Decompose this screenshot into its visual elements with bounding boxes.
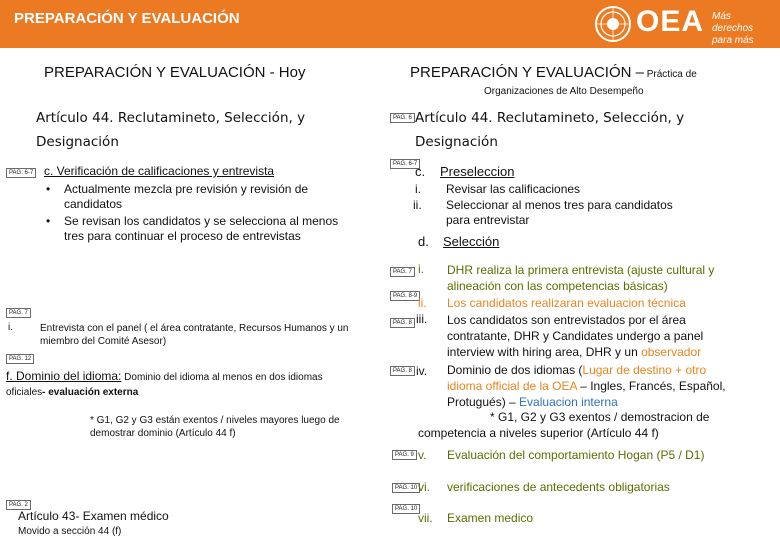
left-article-rest: . Reclutamineto, Selección, y [109, 110, 306, 126]
right-d-letter: d. [418, 234, 429, 249]
page-ref-tag: PAG. 8 [390, 318, 415, 328]
right-article-prefix: Artículo 44 [415, 110, 489, 126]
page-ref-tag: PAG. 12 [6, 354, 34, 364]
right-d-iii-observer: observador [637, 345, 702, 359]
left-section-f-line2-b: - evaluación externa [42, 387, 139, 398]
oas-seal-icon [594, 5, 632, 43]
right-d-vi: verificaciones de antecedents obligatorias [447, 480, 670, 494]
left-art43-sub: Movido a sección 44 (f) [18, 526, 122, 537]
left-heading: PREPARACIÓN Y EVALUACIÓN - Hoy [44, 64, 306, 81]
right-d-iv-line2-b: – Ingles, Francés, Español, [576, 379, 726, 393]
right-d-ii-num: ii. [418, 296, 427, 310]
page-ref-tag: PAG. 2 [6, 500, 31, 510]
right-d-i-line2: alineación con las competencias básicas) [447, 279, 668, 293]
right-d-i-line1: DHR realiza la primera entrevista (ajuste cultural y [447, 263, 715, 277]
right-d-iv-internal-eval: Evaluacion interna [519, 395, 618, 409]
left-note-line2: demostrar dominio (Artículo 44 f) [90, 428, 236, 439]
right-d-i [447, 262, 714, 294]
page-ref-tag: PAG. 8-9 [390, 291, 420, 301]
left-bullet-1 [64, 182, 308, 212]
page-ref-tag: PAG. 9 [392, 450, 417, 460]
right-d-vii-num: vii. [418, 511, 433, 525]
left-item-i-num: i. [8, 322, 13, 333]
oea-tagline-line2: para más gente [712, 35, 754, 58]
oea-logo [594, 1, 774, 58]
page-ref-tag: PAG. 10 [392, 504, 420, 514]
right-d-ii: Los candidatos realizaran evaluacion técnica [447, 296, 686, 310]
right-heading-line2: Organizaciones de Alto Desempeño [484, 86, 644, 97]
left-exemption-note [90, 414, 340, 440]
oea-tagline [712, 11, 774, 59]
left-bullet-2-symbol: • [46, 214, 51, 228]
left-section-f [6, 369, 323, 400]
right-d-iii-line3-a: interview with hiring area, DHR y un [447, 345, 638, 359]
page-ref-tag: PAG. 6 [390, 113, 415, 123]
right-c-item-2 [446, 198, 673, 228]
right-article-title [415, 110, 684, 126]
right-d-iv-line3-a: Protugués) – [447, 395, 520, 409]
right-heading [410, 64, 697, 81]
right-c-title: Preseleccion [440, 164, 515, 179]
right-article-line2: Designación [415, 134, 498, 150]
right-c-item-2-num: ii. [413, 198, 422, 212]
right-d-iv-line5: competencia a niveles superior (Artículo 44 f) [418, 426, 659, 440]
right-c-item-2-line2: para entrevistar [446, 213, 530, 227]
left-bullet-1-line1: Actualmente mezcla pre revisión y revisión de [64, 182, 309, 196]
right-d-iv-num: iv. [416, 364, 428, 378]
left-section-f-line2-a: oficiales [6, 387, 43, 398]
page-ref-tag: PAG. 6-7 [390, 159, 420, 169]
left-article-title [36, 110, 305, 126]
page-title: PREPARACIÓN Y EVALUACIÓN [14, 10, 240, 27]
right-c-item-1-num: i. [415, 182, 421, 196]
left-section-c-title: c. Verificación de calificaciones y entrevista [44, 164, 275, 178]
oea-tagline-line1: Más derechos [712, 11, 754, 34]
right-heading-main: PREPARACIÓN Y EVALUACIÓN – [410, 64, 644, 81]
left-section-f-label: f. Dominio del idioma: [6, 369, 122, 383]
left-article-line2: Designación [36, 134, 119, 150]
left-bullet-1-line2: candidatos [64, 197, 123, 211]
right-d-iv-line1-a: Dominio de dos idiomas ( [447, 363, 583, 377]
left-bullet-1-symbol: • [46, 182, 51, 196]
page-ref-tag: PAG. 7 [6, 308, 31, 318]
left-section-f-rest: Dominio del idioma al menos en dos idiomas [121, 372, 323, 383]
right-d-iii-line2: contratante, DHR y Candidates undergo a panel [447, 329, 704, 343]
right-d-iv-line1-b: Lugar de destino + otro [582, 363, 707, 377]
left-item-i-line2: miembro del Comité Asesor) [40, 336, 167, 347]
right-d-iv [447, 362, 726, 410]
right-d-title: Selección [443, 234, 500, 249]
right-c-item-2-line1: Seleccionar al menos tres para candidatos [446, 198, 673, 212]
left-note-line1: * G1, G2 y G3 están exentos / niveles mayores luego de [90, 415, 340, 426]
right-heading-small: Práctica de [643, 69, 697, 80]
page-ref-tag: PAG. 7 [390, 267, 415, 277]
right-d-vi-num: vi. [418, 480, 430, 494]
left-bullet-2-line2: tres para continuar el proceso de entrevistas [64, 229, 301, 243]
right-d-iii-num: iii. [416, 312, 428, 326]
right-d-vii: Examen medico [447, 511, 534, 525]
right-d-i-num: i. [418, 262, 424, 276]
right-d-v: Evaluación del comportamiento Hogan (P5 / D1) [447, 448, 705, 462]
left-art43-title: Artículo 43- Examen médico [18, 509, 169, 523]
left-bullet-2 [64, 214, 338, 244]
right-c-letter: c. [415, 164, 426, 179]
right-d-iii-line1: Los candidatos son entrevistados por el área [447, 313, 686, 327]
right-d-iv-line2-a: idioma official de la OEA [447, 379, 577, 393]
page-ref-tag: PAG. 8 [390, 366, 415, 376]
right-d-iii [447, 312, 703, 360]
page-ref-tag: PAG. 6-7 [6, 168, 36, 178]
left-article-prefix: Artículo 44 [36, 110, 110, 126]
oea-wordmark: OEA [636, 5, 705, 38]
right-d-iv-line4: * G1, G2 y G3 exentos / demostracion de [490, 410, 710, 424]
left-item-i [40, 322, 349, 348]
page-ref-tag: PAG. 10 [392, 483, 420, 493]
header-bar [0, 0, 780, 58]
left-bullet-2-line1: Se revisan los candidatos y se selecciona al menos [64, 214, 339, 228]
right-c-item-1: Revisar las calificaciones [446, 182, 581, 196]
right-d-v-num: v. [418, 448, 427, 462]
left-item-i-line1: Entrevista con el panel ( el área contratante, Recursos Humanos y un [40, 323, 349, 334]
right-article-rest: . Reclutamineto, Selección, y [488, 110, 685, 126]
